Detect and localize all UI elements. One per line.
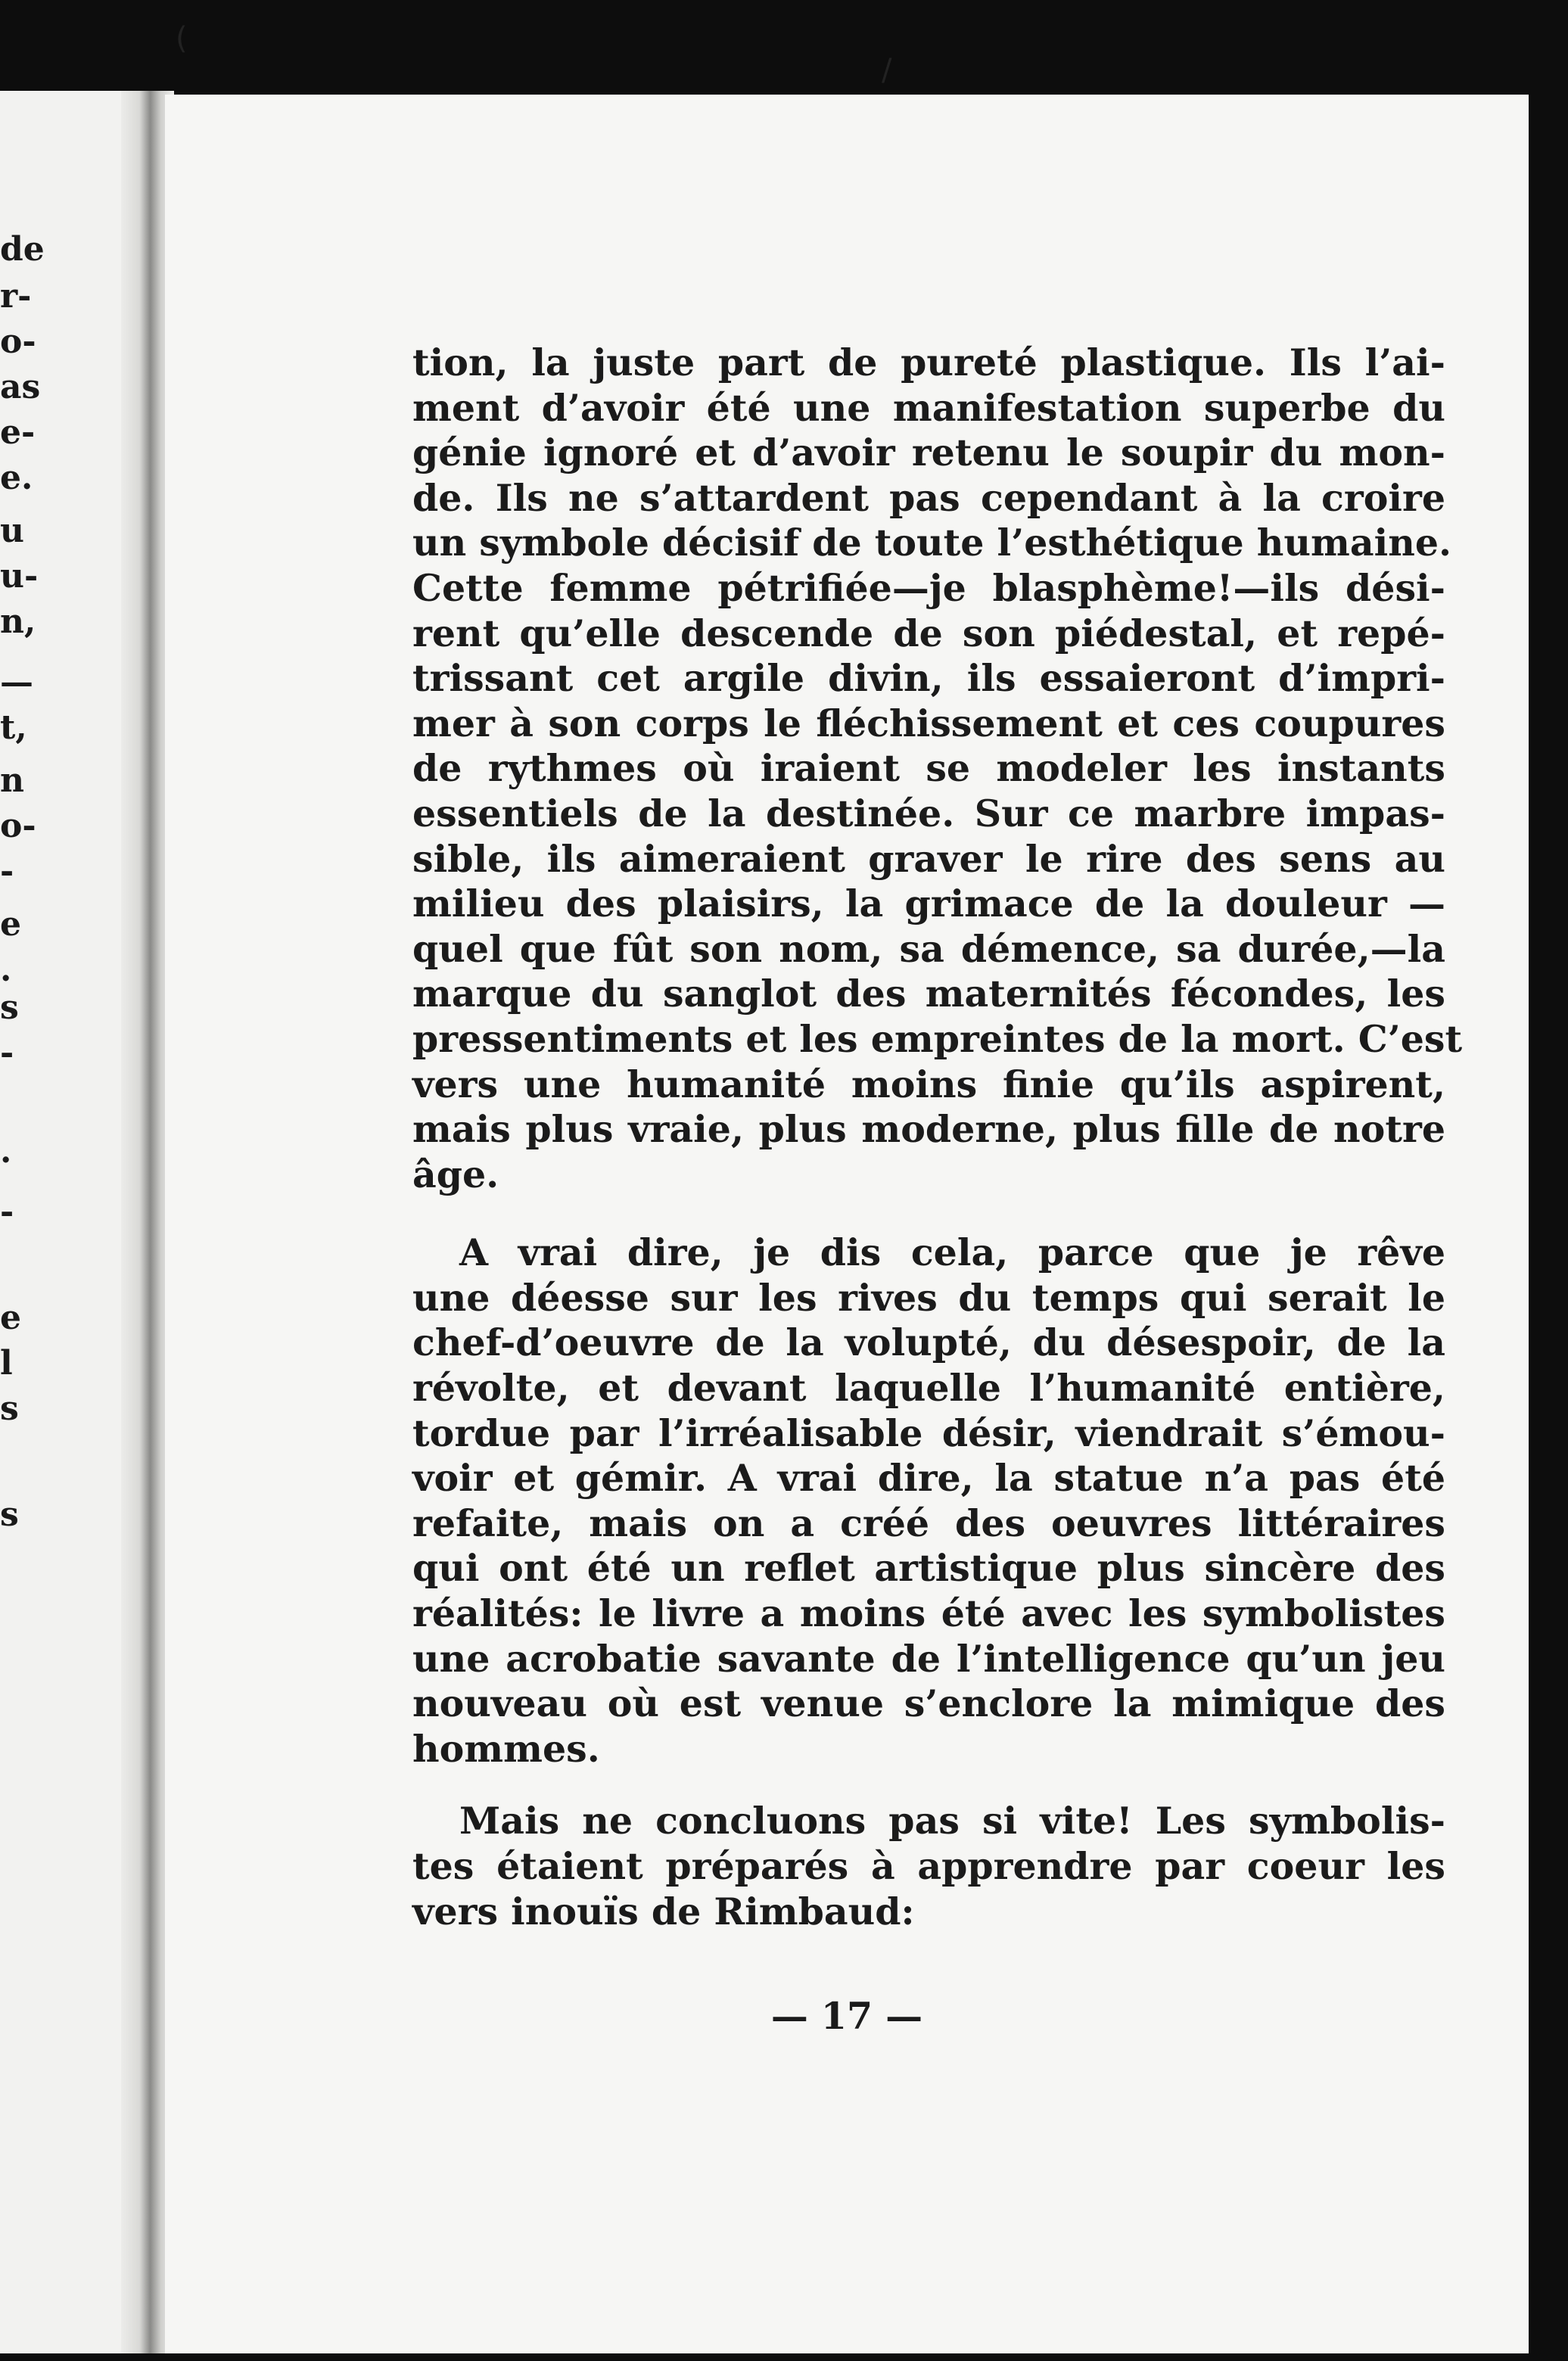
left-page-text-fragment: u- (0, 557, 39, 596)
left-page-text-fragment: l (0, 1344, 13, 1383)
left-page-text-fragment: u (0, 512, 24, 550)
text-line: milieu des plaisirs, la grimace de la douleur — (412, 882, 1445, 926)
text-line: ment d’avoir été une manifestation superbe du (412, 385, 1445, 430)
left-page-text-fragment: o- (0, 322, 36, 361)
paragraph-1 (412, 341, 1463, 1197)
book-page (165, 95, 1529, 2353)
text-line: tion, la juste part de pureté plastique. Ils l’ai- (412, 341, 1445, 384)
film-mark-left: ( (176, 21, 188, 56)
left-page-text-fragment: de (0, 230, 45, 269)
left-page-text-fragment: n (0, 761, 24, 800)
text-line: vers inouïs de Rimbaud: (412, 1889, 915, 1933)
left-page-text-fragment: r- (0, 277, 32, 316)
left-page-text-fragment: - (0, 1034, 14, 1072)
text-line: trissant cet argile divin, ils essaieront d’impri- (412, 656, 1445, 701)
text-line: Cette femme pétrifiée—je blasphème!—ils dési- (412, 565, 1445, 610)
left-page-text-fragment: e. (0, 459, 33, 497)
page-text (412, 341, 1463, 1934)
text-line: vers une humanité moins finie qu’ils aspirent, (412, 1062, 1445, 1106)
text-line: qui ont été un reflet artistique plus sincère des (412, 1546, 1445, 1591)
text-line: révolte, et devant laquelle l’humanité entière, (412, 1366, 1445, 1411)
left-page-text-fragment: . (0, 950, 12, 989)
text-line: refaite, mais on a créé des oeuvres littéraires (412, 1501, 1445, 1545)
left-page-text-fragment: s (0, 988, 19, 1027)
left-page-text-fragment: - (0, 1193, 14, 1231)
text-line: âge. (412, 1152, 499, 1196)
text-line: un symbole décisif de toute l’esthétique humaine. (412, 521, 1452, 565)
text-line: essentiels de la destinée. Sur ce marbre impas- (412, 791, 1445, 835)
left-page-text-fragment: s (0, 1389, 19, 1428)
left-page-text-fragment: e (0, 905, 21, 944)
text-line: quel que fût son nom, sa démence, sa durée,—la (412, 926, 1445, 971)
left-page-text-fragment: o- (0, 807, 36, 845)
text-line: voir et gémir. A vrai dire, la statue n’a pas été (412, 1456, 1445, 1501)
left-page-text-fragment: e (0, 1299, 21, 1337)
film-mark-right: / (882, 53, 892, 88)
text-line: rent qu’elle descende de son piédestal, et repé- (412, 611, 1445, 655)
text-line: hommes. (412, 1726, 600, 1771)
text-line: pressentiments et les empreintes de la mort. C’est (412, 1016, 1463, 1061)
paragraph-3 (412, 1799, 1445, 1934)
text-line: sible, ils aimeraient graver le rire des sens au (412, 836, 1445, 881)
text-line: Mais ne concluons pas si vite! Les symbolis- (459, 1799, 1445, 1843)
page-number: — 17 — (770, 1994, 923, 2038)
text-line: nouveau où est venue s’enclore la mimique des (412, 1681, 1445, 1726)
text-line: A vrai dire, je dis cela, parce que je rêve (459, 1230, 1445, 1275)
text-line: génie ignoré et d’avoir retenu le soupir du mon- (412, 431, 1445, 475)
text-line: marque du sanglot des maternités fécondes, les (412, 972, 1445, 1016)
text-line: tordue par l’irréalisable désir, viendrait s’émou- (412, 1411, 1445, 1455)
text-line: de rythmes où iraient se modeler les instants (412, 746, 1445, 791)
text-line: réalités: le livre a moins été avec les symbolistes (412, 1591, 1445, 1636)
left-page-text-fragment: — (0, 663, 33, 701)
left-page-text-fragment: e- (0, 413, 36, 452)
text-line: tes étaient préparés à apprendre par coeur les (412, 1844, 1445, 1888)
text-line: mer à son corps le fléchissement et ces coupures (412, 701, 1445, 745)
left-page-text-fragment: . (0, 1132, 12, 1171)
text-line: une déesse sur les rives du temps qui serait le (412, 1275, 1445, 1320)
text-line: de. Ils ne s’attardent pas cependant à la croire (412, 475, 1445, 520)
left-page-text-fragment: - (0, 852, 14, 891)
left-page-text-fragment: n, (0, 602, 36, 641)
left-page-text-fragment: as (0, 368, 41, 406)
text-line: chef-d’oeuvre de la volupté, du désespoir, de la (412, 1320, 1445, 1365)
text-line: mais plus vraie, plus moderne, plus fille de notre (412, 1107, 1445, 1152)
left-page-text-fragment: s (0, 1495, 19, 1534)
paragraph-2 (412, 1230, 1445, 1772)
left-page-text-fragment: t, (0, 708, 27, 747)
text-line: une acrobatie savante de l’intelligence qu’un jeu (412, 1636, 1445, 1681)
